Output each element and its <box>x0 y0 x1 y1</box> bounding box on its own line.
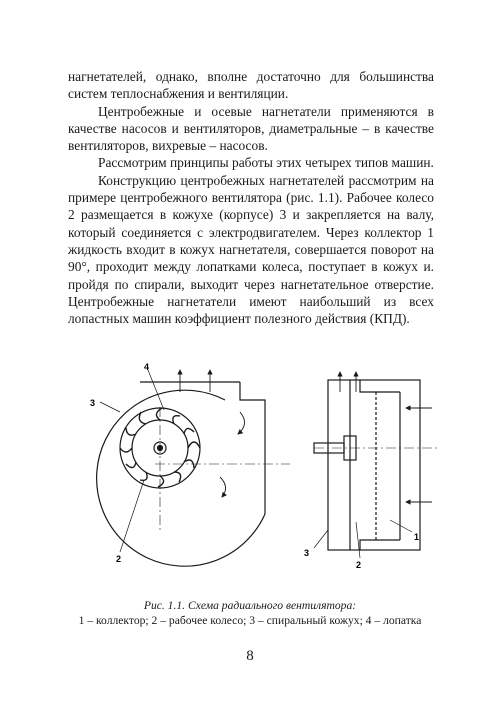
casing-section <box>328 380 420 550</box>
shaft <box>158 446 163 451</box>
front-view <box>97 370 290 566</box>
label-1-right: 1 <box>414 532 420 542</box>
caption-title: Рис. 1.1. Схема радиального вентилятора: <box>143 599 357 612</box>
caption-legend: 1 – коллектор; 2 – рабочее колесо; 3 – спиральный кожух; 4 – лопатка <box>78 614 422 627</box>
figure-caption <box>20 598 480 628</box>
label-2-right: 2 <box>356 560 362 570</box>
label-3-right: 3 <box>304 548 310 558</box>
label-2-left: 2 <box>116 554 122 564</box>
side-section-view <box>314 372 440 558</box>
paragraph-3: Рассмотрим принципы работы этих четырех типов машин. <box>98 155 434 171</box>
label-4-left: 4 <box>144 362 150 372</box>
outlet-right-wall <box>240 382 265 514</box>
body-text <box>68 68 434 327</box>
fan-schematic-drawing <box>60 362 450 592</box>
fan-schematic-figure <box>60 362 450 592</box>
collector <box>360 380 400 550</box>
paragraph-4: Конструкцию центробежных нагнетателей рассмотрим на примере центробежного вентилятора (рис. 1.1). Рабочее колесо 2 размещается в кожухе (корпусе) 3 и закрепляется на валу, который соединяется с электродвигателем. Через коллектор 1 жидкость входит в кожух нагнетателя, совершается поворот на 90°, проходит между лопатками колеса, поступает в кожух и. пройдя по спирали, выходит через нагнетательное отверстие. Центробежные нагнетатели имеют наибольший из всех лопастных машин коэффициент полезного действия (КПД). <box>68 172 434 327</box>
label-3-left: 3 <box>90 398 96 408</box>
paragraph-1: нагнетателей, однако, вполне достаточно для большинства систем теплоснабжения и вентиляции. <box>68 69 434 102</box>
page-number: 8 <box>246 648 254 664</box>
paragraph-2: Центробежные и осевые нагнетатели применяются в качестве насосов и вентиляторов, диаметральные – в качестве вентиляторов, вихревые – насосов. <box>68 103 434 154</box>
